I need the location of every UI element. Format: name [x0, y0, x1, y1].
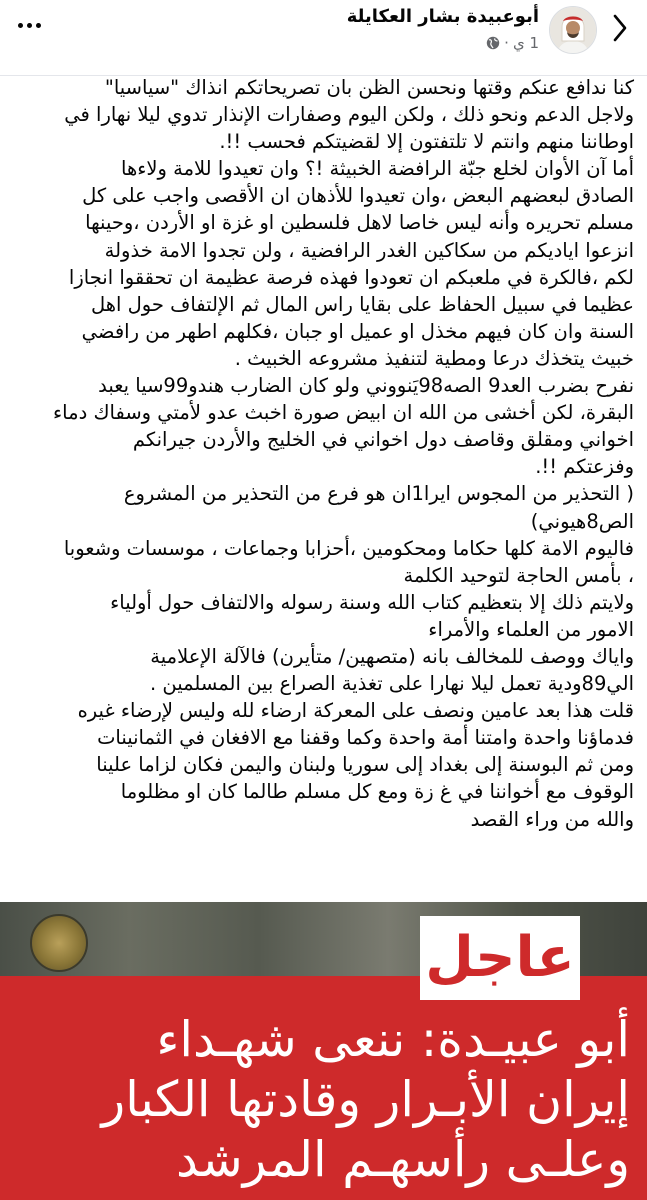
headline-line: وعلـى رأسهـم المرشد: [175, 1131, 630, 1188]
breaking-badge: [420, 916, 580, 1000]
globe-icon: [486, 36, 500, 50]
post-image[interactable]: [0, 902, 647, 1200]
post-line: انزعوا اياديكم من سكاكين الغدر الرافضية ، ولن تجدوا الامة خذولة: [104, 238, 634, 262]
avatar-image: [550, 7, 596, 53]
post-line: الي89ودية تعمل ليلا نهارا على تغذية الصراع بين المسلمين .: [150, 672, 634, 696]
post-line: لكم ،فالكرة في ملعبكم ان تعودوا فهذه فرصة عظيمة ان تحققوا انجازا: [68, 265, 634, 289]
dot-icon: [36, 23, 41, 28]
post-line: ( التحذير من المجوس ايرا1ان هو فرع من التحذير من المشروع: [123, 482, 634, 506]
post-line: خبيث يتخذك درعا ومطية لتنفيذ مشروعه الخبيث .: [234, 346, 634, 370]
author-name[interactable]: أبوعبيدة بشار العكايلة: [346, 6, 539, 27]
post-line: كنا ندافع عنكم وقتها ونحسن الظن بان تصريحاتكم انذاك "سياسيا": [104, 76, 634, 99]
meta-separator: ·: [504, 34, 509, 52]
post-line: ، بأمس الحاجة لتوحيد الكلمة: [403, 563, 634, 587]
post-line: مسلم تحريره وأنه ليس خاصا لاهل فلسطين او غزة او الأردن ،وحينها: [85, 211, 634, 235]
post-line: الصادق لبعضهم البعض ،وان تعيدوا للأذهان ان الأقصى واجب على كل: [82, 184, 634, 208]
post-line: نفرح بضرب العد9 الصه98يَنووني ولو كان الضارب هندو99سيا يعبد: [98, 374, 634, 398]
post-line: ولايتم ذلك إلا بتعظيم كتاب الله وسنة رسوله والالتفاف حول أولياء: [110, 590, 634, 614]
post-body: [14, 74, 634, 833]
post-line: الامور من العلماء والأمراء: [428, 617, 634, 641]
author-avatar[interactable]: [549, 6, 597, 54]
post-line: اخواني ومقلق وقاصف دول اخواني في الخليج والأردن جيرانكم: [132, 428, 634, 452]
post-line: الص8هيوني): [530, 509, 634, 533]
post-line: البقرة، لكن أخشى من الله ان ابيض صورة اخبث عدو لأمتي وسفاك دماء: [53, 401, 634, 425]
post-meta: [486, 34, 539, 52]
post-line: عظيما في سبيل الحفاظ على بقايا راس المال ثم الإلتفاف حول اهل: [90, 292, 634, 316]
headline-line: إيران الأبـرار وقادتها الكبار: [101, 1071, 630, 1128]
chevron-right-icon: [612, 14, 628, 42]
post-line: وفزعتكم !!.: [535, 455, 634, 479]
post-line: ومن ثم البوسنة إلى بغداد إلى سوريا ولبنان واليمن فكان لزاما علينا: [96, 753, 634, 777]
headline-line: أبو عبيـدة: ننعى شهـداء: [156, 1011, 630, 1068]
post-line: أما آن الأوان لخلع جبّة الرافضة الخبيثة !؟ وان تعيدوا للامة ولاءها: [121, 157, 634, 181]
post-line: السنة وان كان فيهم مخذل او عميل او جبان ،فكلهم اطهر من رافضي: [81, 319, 634, 343]
post-line: والله من وراء القصد: [470, 807, 634, 831]
more-options-button[interactable]: [12, 14, 46, 36]
post-line: فاليوم الامة كلها حكاما ومحكومين ،أحزابا وجماعات ، موسسات وشعوبا: [63, 536, 634, 560]
post-time[interactable]: 1 ي: [512, 34, 539, 52]
post-line: ولاجل الدعم ونحو ذلك ، ولكن اليوم وصفارات الإنذار تدوي ليلا نهارا في: [64, 103, 634, 127]
dot-icon: [18, 23, 23, 28]
post-line: واياك ووصف للمخالف بانه (متصهين/ متأيرن) فالآلة الإعلامية: [150, 644, 634, 668]
post-line: الوقوف مع أخواننا في غ زة ومع كل مسلم طالما كان او مظلوما: [120, 780, 634, 804]
post-line: قلت هذا بعد عامين ونصف على المعركة ارضاء لله وليس لإرضاء غيره: [77, 699, 634, 723]
back-button[interactable]: [607, 12, 633, 44]
dot-icon: [27, 23, 32, 28]
news-headline: [16, 1010, 630, 1190]
post-header: [0, 0, 647, 76]
post-line: فدماؤنا واحدة وامتنا أمة واحدة وكما وقفنا مع الافغان في الثمانينات: [97, 726, 634, 750]
breaking-label: عاجل: [425, 925, 575, 990]
emblem-icon: [30, 914, 88, 972]
post-line: اوطاننا منهم وانتم لا تلتفتون إلا لقضيتكم فحسب !!.: [219, 130, 634, 154]
